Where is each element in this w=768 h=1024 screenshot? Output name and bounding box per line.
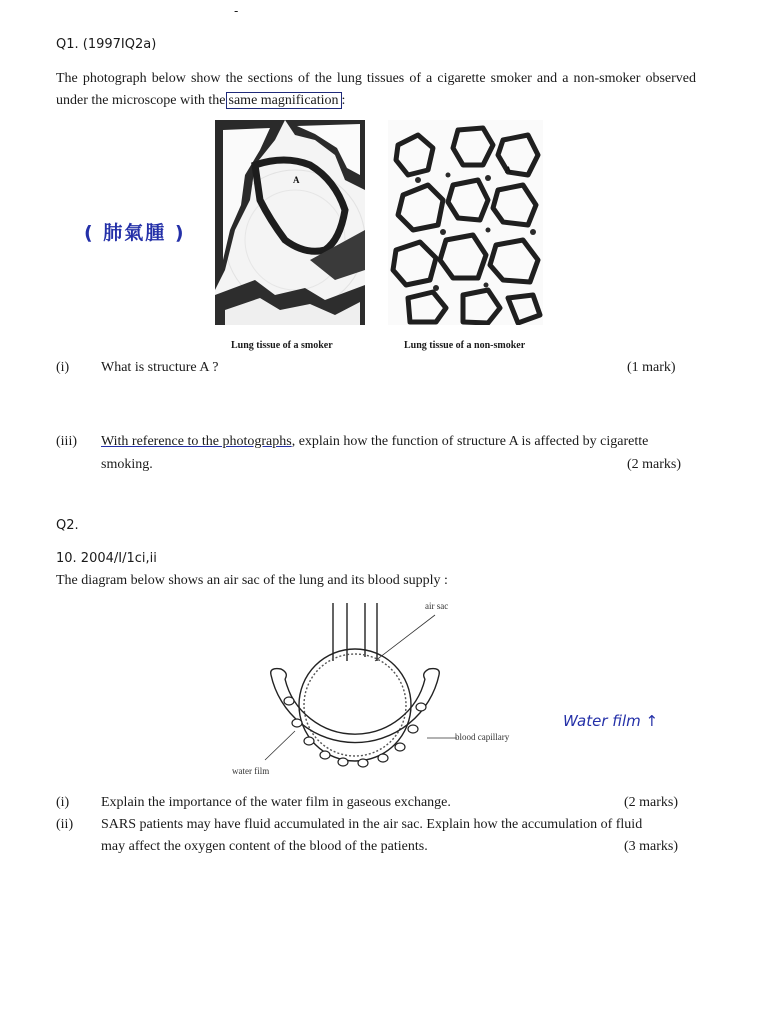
q1-part-iii-line2: smoking. (101, 457, 153, 472)
caption-nonsmoker: Lung tissue of a non-smoker (404, 340, 526, 351)
q1-part-iii-number: (iii) (56, 434, 77, 449)
q2-part-i-question: Explain the importance of the water film in gaseous exchange. (101, 795, 451, 810)
q2-part-ii-question: SARS patients may have fluid accumulated in the air sac. Explain how the accumulation of fluid (101, 817, 643, 832)
smoker-structure-label: A (293, 175, 300, 185)
nonsmoker-lung-photo (388, 120, 543, 325)
q1-part-iii-marks: (2 marks) (627, 457, 682, 472)
q2-part-i-marks: (2 marks) (624, 795, 679, 810)
q1-heading: Q1. (1997IQ2a) (56, 37, 157, 52)
air-sac-diagram (225, 595, 525, 785)
label-water-film: water film (232, 766, 270, 776)
q2-part-ii-number: (ii) (56, 817, 74, 832)
q1-part-iii-rest: , explain how the function of structure A is affected by cigarette (291, 434, 649, 449)
q1-part-i-marks: (1 mark) (627, 360, 676, 375)
q1-intro (56, 68, 696, 112)
q1-handwritten-note: ( 肺氣腫 ) (84, 222, 186, 244)
nonsmoker-structure-label: A (505, 165, 512, 175)
q1-part-iii-question (101, 434, 696, 450)
q2-heading: Q2. (56, 518, 79, 533)
q1-part-i-question: What is structure A ? (101, 360, 219, 375)
q2-handwritten-note: Water film ↑ (563, 712, 659, 730)
q2-part-i-number: (i) (56, 795, 70, 810)
q2-reference: 10. 2004/I/1ci,ii (56, 551, 157, 566)
label-air-sac: air sac (425, 601, 449, 611)
q1-underlined-phrase: With reference to the photographs (101, 434, 292, 449)
smoker-lung-photo (215, 120, 365, 325)
q1-intro-end: : (341, 93, 346, 108)
q2-part-ii-line2: may affect the oxygen content of the blood of the patients. (101, 839, 428, 854)
caption-smoker: Lung tissue of a smoker (231, 340, 333, 351)
q1-boxed-phrase: same magnification (226, 92, 342, 109)
label-blood-capillary: blood capillary (455, 732, 510, 742)
q2-part-ii-marks: (3 marks) (624, 839, 679, 854)
q2-intro: The diagram below shows an air sac of the lung and its blood supply : (56, 573, 448, 588)
top-mark: - (234, 4, 239, 18)
q1-intro-text: The photograph below show the sections of the lung tissues of a cigarette smoker and a non-smoker observed under the microscope with the (56, 71, 696, 108)
q1-part-i-number: (i) (56, 360, 70, 375)
